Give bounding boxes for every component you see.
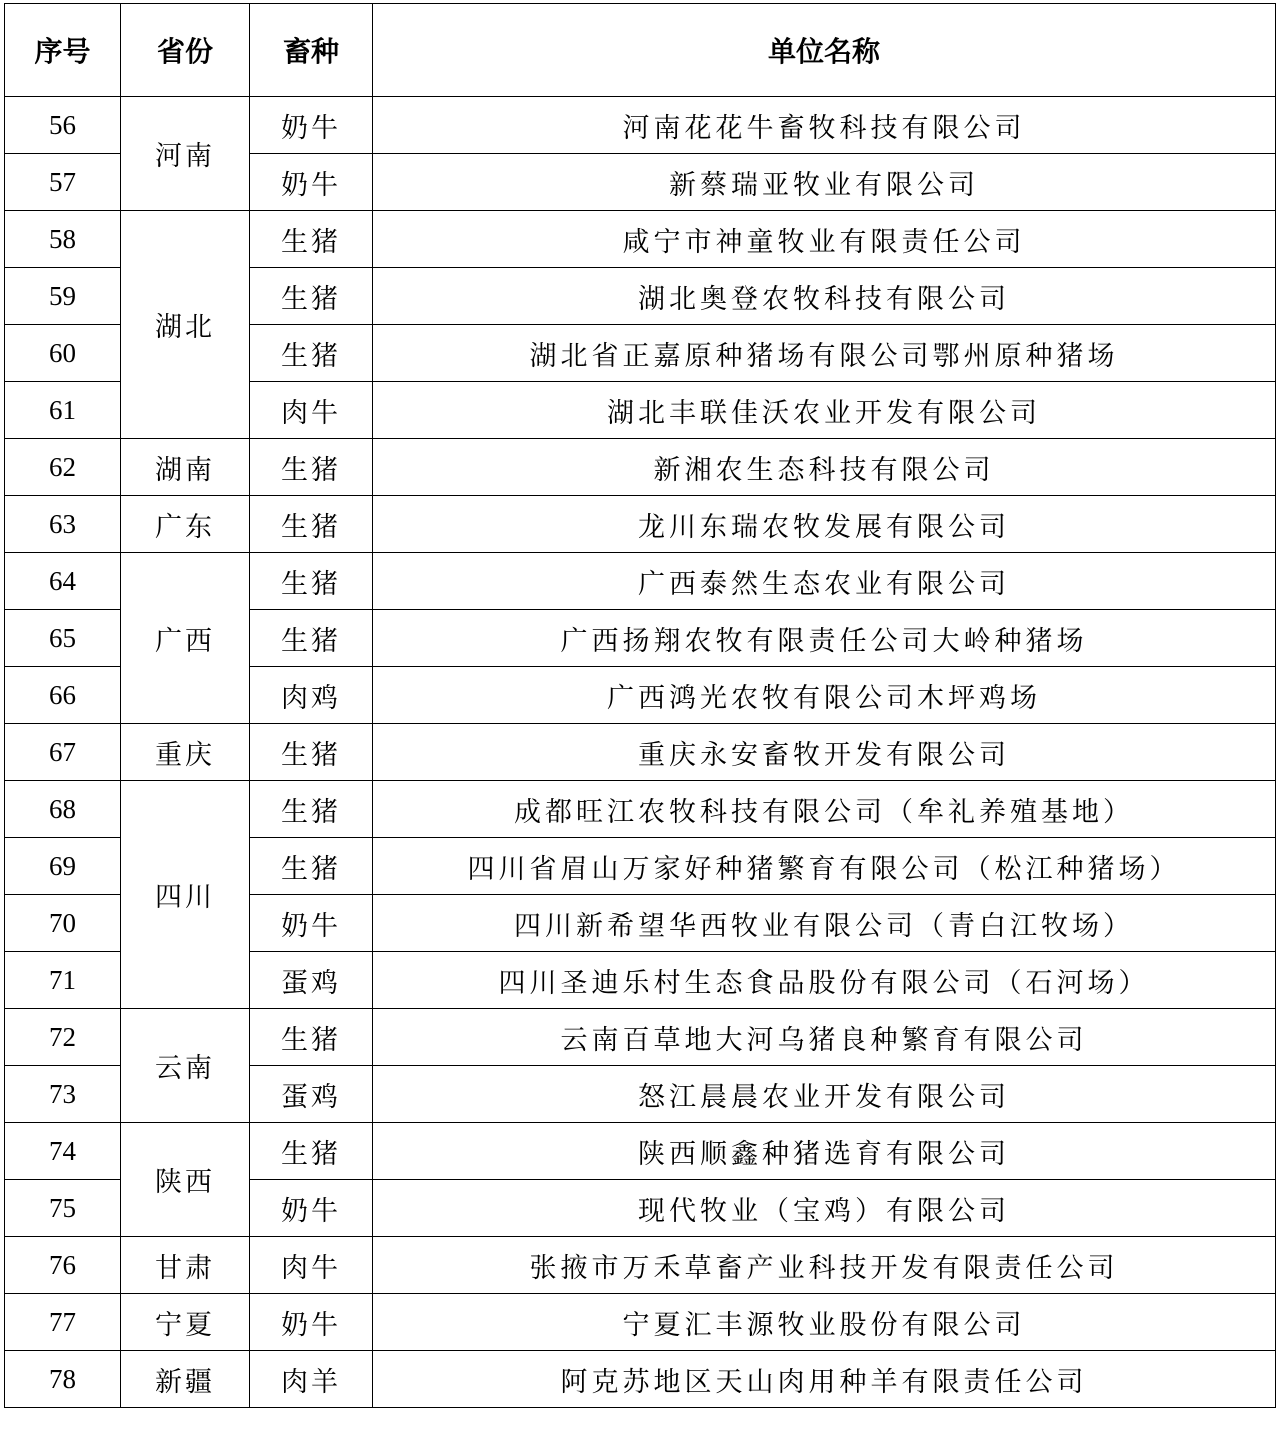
seq-cell: 70 <box>5 895 121 952</box>
seq-cell: 76 <box>5 1237 121 1294</box>
unit-name-cell: 河南花花牛畜牧科技有限公司 <box>373 97 1276 154</box>
table-row <box>5 1123 1276 1180</box>
unit-name-cell: 湖北奥登农牧科技有限公司 <box>373 268 1276 325</box>
species-cell: 奶牛 <box>250 154 373 211</box>
unit-name-cell: 新湘农生态科技有限公司 <box>373 439 1276 496</box>
unit-name-cell: 四川圣迪乐村生态食品股份有限公司（石河场） <box>373 952 1276 1009</box>
table-header <box>5 4 1276 97</box>
table-row <box>5 1351 1276 1408</box>
header-row <box>5 4 1276 97</box>
unit-name-cell: 陕西顺鑫种猪选育有限公司 <box>373 1123 1276 1180</box>
province-cell: 新疆 <box>121 1351 250 1408</box>
species-cell: 奶牛 <box>250 1294 373 1351</box>
breeding-farm-table <box>4 3 1276 1408</box>
table-row <box>5 724 1276 781</box>
unit-name-cell: 四川新希望华西牧业有限公司（青白江牧场） <box>373 895 1276 952</box>
seq-cell: 71 <box>5 952 121 1009</box>
species-cell: 生猪 <box>250 838 373 895</box>
seq-cell: 69 <box>5 838 121 895</box>
unit-name-cell: 湖北丰联佳沃农业开发有限公司 <box>373 382 1276 439</box>
province-cell: 重庆 <box>121 724 250 781</box>
seq-cell: 74 <box>5 1123 121 1180</box>
table-row <box>5 1237 1276 1294</box>
seq-cell: 61 <box>5 382 121 439</box>
seq-cell: 60 <box>5 325 121 382</box>
unit-name-cell: 湖北省正嘉原种猪场有限公司鄂州原种猪场 <box>373 325 1276 382</box>
species-cell: 生猪 <box>250 439 373 496</box>
unit-name-cell: 阿克苏地区天山肉用种羊有限责任公司 <box>373 1351 1276 1408</box>
seq-cell: 75 <box>5 1180 121 1237</box>
species-cell: 生猪 <box>250 325 373 382</box>
species-cell: 肉牛 <box>250 1237 373 1294</box>
unit-name-cell: 咸宁市神童牧业有限责任公司 <box>373 211 1276 268</box>
unit-name-cell: 广西扬翔农牧有限责任公司大岭种猪场 <box>373 610 1276 667</box>
seq-cell: 77 <box>5 1294 121 1351</box>
province-cell: 宁夏 <box>121 1294 250 1351</box>
unit-name-cell: 四川省眉山万家好种猪繁育有限公司（松江种猪场） <box>373 838 1276 895</box>
unit-name-cell: 现代牧业（宝鸡）有限公司 <box>373 1180 1276 1237</box>
table-row <box>5 553 1276 610</box>
species-cell: 生猪 <box>250 724 373 781</box>
unit-name-cell: 成都旺江农牧科技有限公司（牟礼养殖基地） <box>373 781 1276 838</box>
seq-cell: 68 <box>5 781 121 838</box>
province-cell: 甘肃 <box>121 1237 250 1294</box>
species-cell: 生猪 <box>250 496 373 553</box>
seq-cell: 63 <box>5 496 121 553</box>
seq-cell: 62 <box>5 439 121 496</box>
seq-cell: 66 <box>5 667 121 724</box>
table-row <box>5 496 1276 553</box>
species-cell: 生猪 <box>250 211 373 268</box>
seq-cell: 64 <box>5 553 121 610</box>
seq-cell: 65 <box>5 610 121 667</box>
table-row <box>5 1009 1276 1066</box>
province-cell: 广东 <box>121 496 250 553</box>
species-cell: 肉鸡 <box>250 667 373 724</box>
header-unit-name: 单位名称 <box>373 4 1276 97</box>
table-row <box>5 781 1276 838</box>
province-cell: 湖北 <box>121 211 250 439</box>
table-row <box>5 211 1276 268</box>
species-cell: 生猪 <box>250 1009 373 1066</box>
unit-name-cell: 广西泰然生态农业有限公司 <box>373 553 1276 610</box>
species-cell: 生猪 <box>250 781 373 838</box>
unit-name-cell: 新蔡瑞亚牧业有限公司 <box>373 154 1276 211</box>
seq-cell: 67 <box>5 724 121 781</box>
species-cell: 肉牛 <box>250 382 373 439</box>
province-cell: 湖南 <box>121 439 250 496</box>
unit-name-cell: 广西鸿光农牧有限公司木坪鸡场 <box>373 667 1276 724</box>
species-cell: 奶牛 <box>250 97 373 154</box>
unit-name-cell: 重庆永安畜牧开发有限公司 <box>373 724 1276 781</box>
seq-cell: 73 <box>5 1066 121 1123</box>
province-cell: 四川 <box>121 781 250 1009</box>
unit-name-cell: 宁夏汇丰源牧业股份有限公司 <box>373 1294 1276 1351</box>
species-cell: 蛋鸡 <box>250 1066 373 1123</box>
species-cell: 奶牛 <box>250 895 373 952</box>
table-body <box>5 97 1276 1408</box>
province-cell: 云南 <box>121 1009 250 1123</box>
seq-cell: 58 <box>5 211 121 268</box>
seq-cell: 56 <box>5 97 121 154</box>
province-cell: 广西 <box>121 553 250 724</box>
header-species: 畜种 <box>250 4 373 97</box>
table-row <box>5 439 1276 496</box>
unit-name-cell: 云南百草地大河乌猪良种繁育有限公司 <box>373 1009 1276 1066</box>
province-cell: 陕西 <box>121 1123 250 1237</box>
seq-cell: 57 <box>5 154 121 211</box>
species-cell: 肉羊 <box>250 1351 373 1408</box>
seq-cell: 59 <box>5 268 121 325</box>
table-row <box>5 97 1276 154</box>
species-cell: 生猪 <box>250 553 373 610</box>
table-row <box>5 1294 1276 1351</box>
species-cell: 生猪 <box>250 1123 373 1180</box>
species-cell: 奶牛 <box>250 1180 373 1237</box>
unit-name-cell: 怒江晨晨农业开发有限公司 <box>373 1066 1276 1123</box>
unit-name-cell: 龙川东瑞农牧发展有限公司 <box>373 496 1276 553</box>
species-cell: 蛋鸡 <box>250 952 373 1009</box>
header-province: 省份 <box>121 4 250 97</box>
species-cell: 生猪 <box>250 268 373 325</box>
province-cell: 河南 <box>121 97 250 211</box>
seq-cell: 78 <box>5 1351 121 1408</box>
header-seq: 序号 <box>5 4 121 97</box>
seq-cell: 72 <box>5 1009 121 1066</box>
unit-name-cell: 张掖市万禾草畜产业科技开发有限责任公司 <box>373 1237 1276 1294</box>
species-cell: 生猪 <box>250 610 373 667</box>
